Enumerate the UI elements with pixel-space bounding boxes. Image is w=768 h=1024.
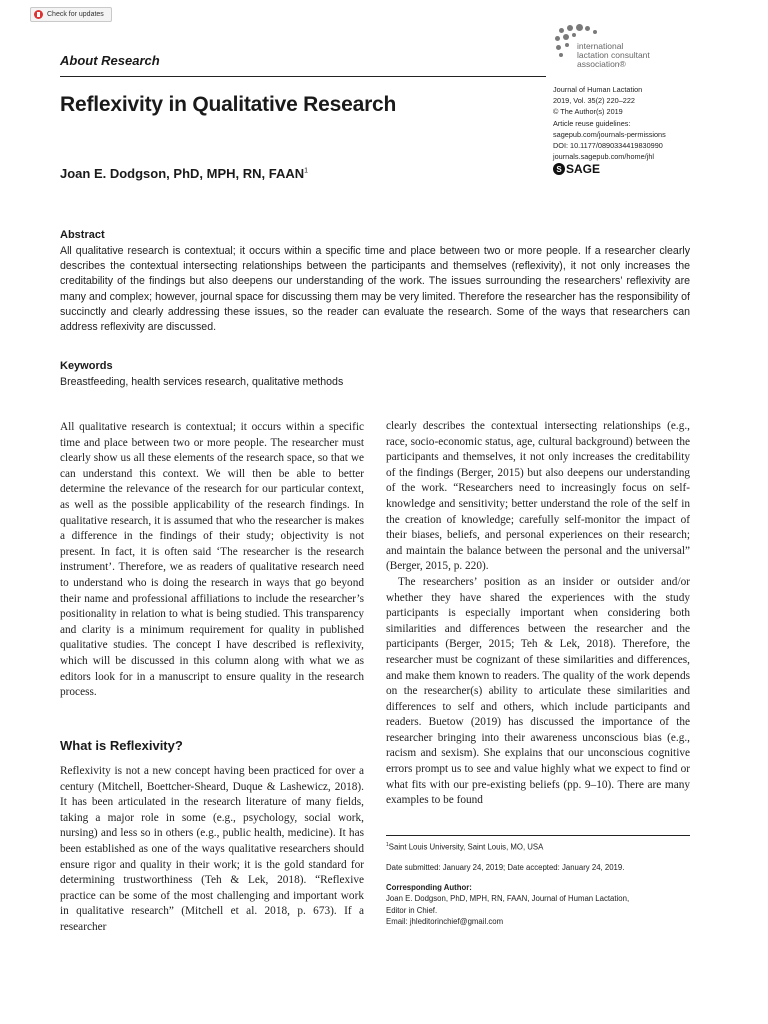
check-for-updates-label: Check for updates	[47, 11, 104, 18]
logo-line: international	[577, 41, 624, 51]
section-label: About Research	[60, 53, 160, 68]
keywords-heading: Keywords	[60, 360, 113, 372]
affiliation-text: Saint Louis University, Saint Louis, MO, USA	[388, 842, 544, 852]
journal-info	[553, 84, 753, 162]
corresponding-line: Editor in Chief.	[386, 905, 438, 915]
keywords-text: Breastfeeding, health services research, qualitative methods	[60, 376, 344, 388]
body-left-reflexivity	[60, 764, 364, 936]
section-heading: What is Reflexivity?	[60, 738, 183, 753]
logo-line: lactation consultant	[577, 50, 650, 60]
body-paragraph: clearly describes the contextual intersecting relationships (e.g., race, socio-economic status, age, cultural background) between the participants and themselves, it not only increases the creditability of the findings (Berger, 2015) but also deepens our understanding of the work. “Researchers need to increasingly focus on self-knowledge and sensitivity; better understand the role of the self in the creation of knowledge; carefully self-monitor the impact of their biases, beliefs, and personal experiences on their research; and maintain the balance between the personal and the universal” (Berger, 2015, p. 220).	[386, 420, 690, 573]
article-title: Reflexivity in Qualitative Research	[60, 93, 397, 116]
body-paragraph: Reflexivity is not a new concept having been practiced for over a century (Mitchell, Boettcher-Sheard, Duque & Lashewicz, 2018). It has been articulated in the research literature of many fields, taking a major role in some (e.g., psychology, social work, nursing) and less so in others (e.g., public health, medicine). It has been established as one of the ways qualitative researchers should ensure rigor and quality in their work; it is the gold standard for determining trustworthiness (Teh & Lek, 2018). “Reflexive practice can be some of the most challenging and important work in qualitative research” (Mitchell et al. 2018, p. 673). If a researcher	[60, 765, 364, 933]
corresponding-line: Joan E. Dodgson, PhD, MPH, RN, FAAN, Journal of Human Lactation,	[386, 894, 630, 904]
reuse-guidelines-label: Article reuse guidelines:	[553, 118, 631, 128]
journal-copyright: © The Author(s) 2019	[553, 107, 623, 117]
body-paragraph: All qualitative research is contextual; it occurs within a specific time and place between two or more people. The researcher must clearly show us all these elements of the research space, so that we can understand this context. We will then be able to better determine the relevance of the research for our particular context, as well as the possible applicability of the research findings. In qualitative research, it is assumed that who the researcher is makes a difference in the findings of their study; objectivity is not present. In fact, it is often said ‘The researcher is the research instrument’. Therefore, we as readers of qualitative research need to understand who is doing the research in ways that go beyond their name and professional affiliations to include the researcher’s positionality in relation to what is being studied. This transparency and clarity is a minimum requirement for quality in published qualitative studies. The concept I have described is reflexivity, which will be discussed in this column along with what we as editors look for in a manuscript to ensure quality in the research process.	[60, 421, 364, 699]
body-left-intro	[60, 420, 364, 701]
body-right-column	[386, 419, 690, 809]
corresponding-author	[386, 882, 706, 928]
journal-volume: 2019, Vol. 35(2) 220–222	[553, 96, 635, 106]
footnote-rule	[386, 835, 690, 836]
sage-mark-icon: S	[553, 163, 565, 175]
ilca-logo	[553, 22, 693, 72]
author-affiliation-marker: 1	[304, 167, 309, 175]
abstract-heading: Abstract	[60, 229, 105, 241]
body-paragraph: The researchers’ position as an insider or outsider and/or whether they have shared the experiences with the study participants is especially important when considering both similarities and differences between the researcher and the participants (Berger, 2015; Teh & Lek, 2018). Therefore, the researcher must be cognizant of these similarities and differences, and make them known to readers. The quality of the work depends on the researcher(s) ability to articulate these similarities and differences to self and others, which include participants and readers. Buetow (2019) has discussed the importance of the researcher bringing into their awareness unconscious bias (e.g., racism and sexism). She explains that our unconscious cognitive errors prompt us to see and value highly what we expect to find or what fits with our pre-existing beliefs (pp. 9–10). There are many examples to be found	[386, 575, 690, 807]
affiliation-footnote	[386, 840, 543, 853]
journal-name: Journal of Human Lactation	[553, 85, 643, 94]
corresponding-heading: Corresponding Author:	[386, 883, 472, 892]
update-icon	[34, 10, 43, 19]
sage-wordmark: SAGE	[566, 162, 601, 176]
corresponding-email[interactable]: Email: jhleditorinchief@gmail.com	[386, 917, 504, 927]
doi-link[interactable]: DOI: 10.1177/0890334419830990	[553, 141, 663, 151]
author-line	[60, 166, 308, 181]
logo-line: association®	[577, 59, 626, 69]
logo-text	[577, 42, 650, 69]
dates-footnote: Date submitted: January 24, 2019; Date accepted: January 24, 2019.	[386, 863, 625, 872]
abstract-text: All qualitative research is contextual; it occurs within a specific time and place between two or more people. If a researcher clearly describes the contextual intersecting relationships between the participants and themselves (reflexivity), it not only increases the creditability of the findings but also deepens our understanding of the work. The issues surrounding the researchers’ reflexivity are many and complex; however, journal space for discussing them may be very limited. Therefore the researcher has the responsibility of succinctly and clearly addressing these issues, so the reader can evaluate the research. Some of the ways that researchers can address reflexivity are discussed.	[60, 245, 690, 334]
affiliation-marker: 1	[386, 842, 389, 848]
header-rule	[60, 76, 546, 77]
author-name: Joan E. Dodgson, PhD, MPH, RN, FAAN	[60, 166, 305, 181]
journal-home-link[interactable]: journals.sagepub.com/home/jhl	[553, 152, 654, 162]
permissions-link[interactable]: sagepub.com/journals-permissions	[553, 129, 666, 139]
check-for-updates-button[interactable]	[30, 7, 112, 22]
sage-logo	[553, 162, 600, 176]
